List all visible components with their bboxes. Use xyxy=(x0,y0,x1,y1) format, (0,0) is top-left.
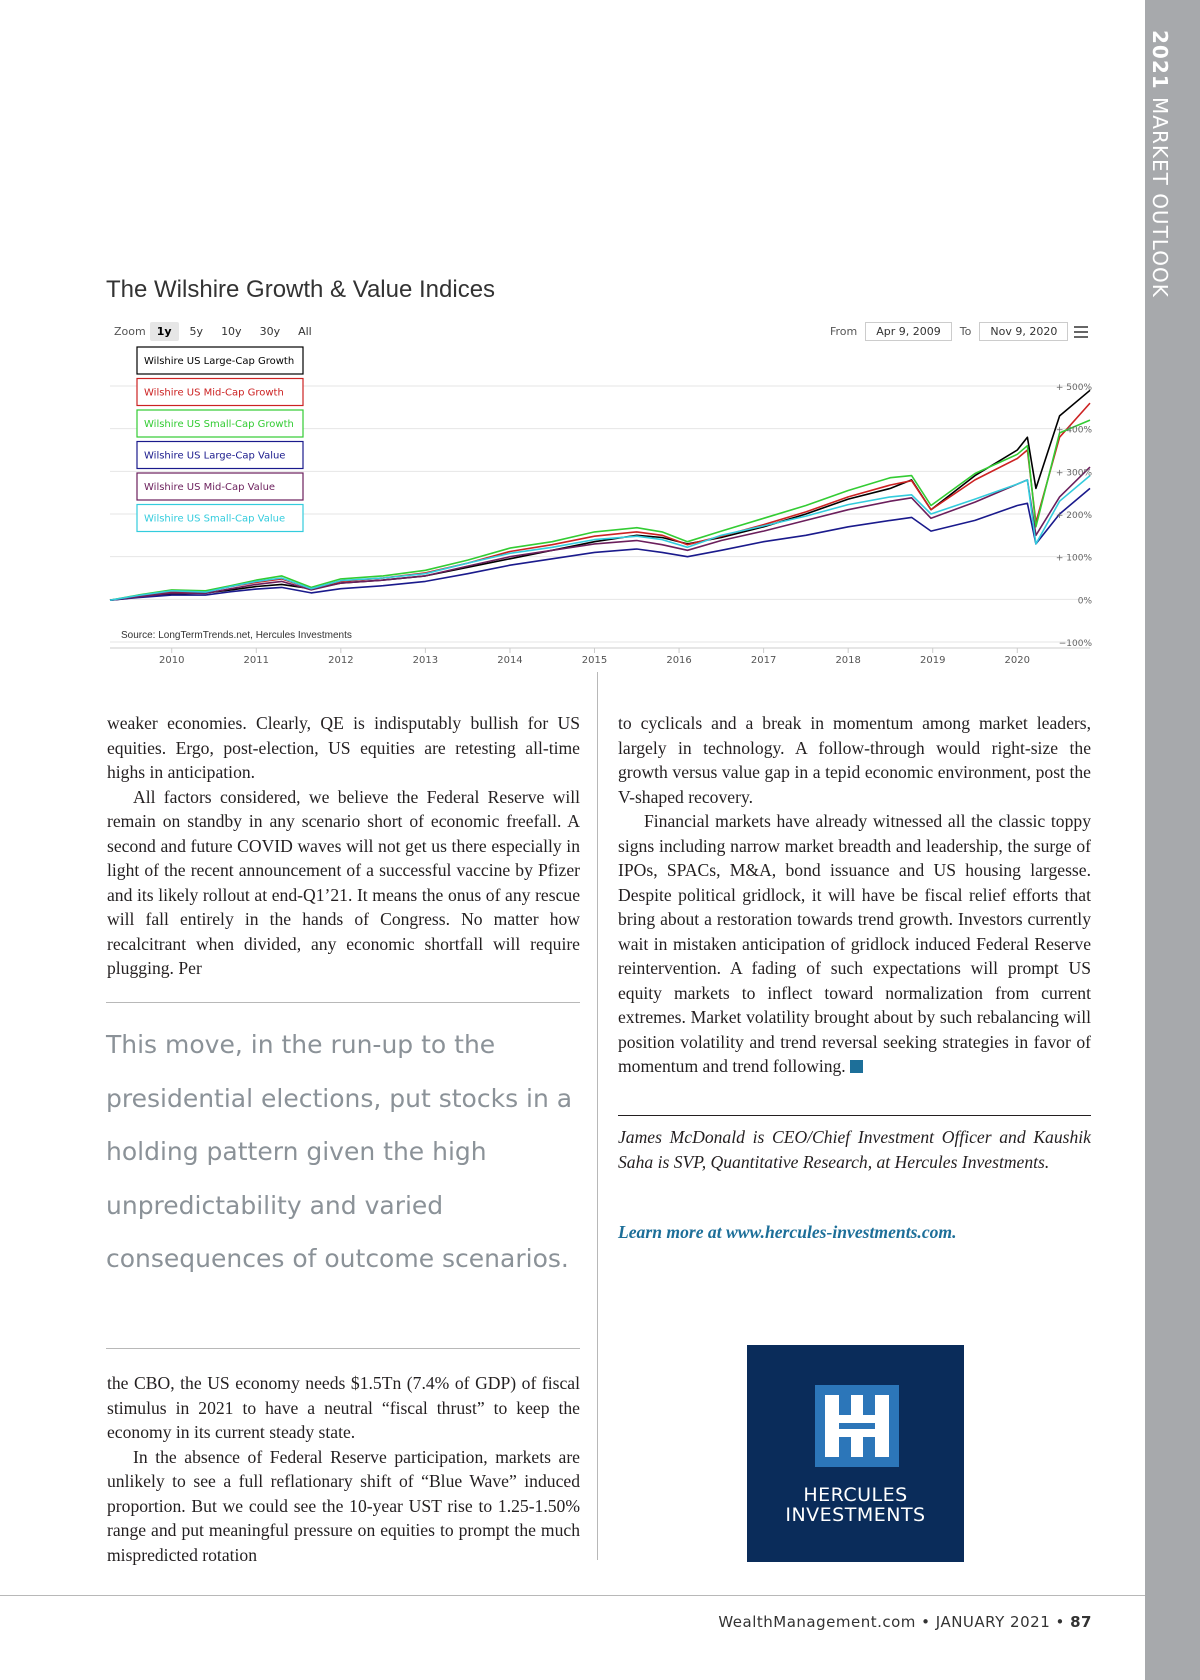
zoom-5y-button[interactable]: 5y xyxy=(189,325,204,338)
y-tick-label: + 500% xyxy=(1055,383,1092,393)
y-tick-label: + 200% xyxy=(1055,511,1092,521)
left-column-top xyxy=(107,711,580,981)
y-tick-label: + 300% xyxy=(1055,468,1092,479)
y-tick-label: −100% xyxy=(1058,639,1092,649)
paragraph: the CBO, the US economy needs $1.5Tn (7.4% of GDP) of fiscal stimulus in 2021 to have a neutral “fiscal thrust” to keep the economy in its current steady state. xyxy=(107,1373,580,1442)
left-column-bottom xyxy=(107,1371,580,1567)
paragraph: weaker economies. Clearly, QE is indisputably bullish for US equities. Ergo, post-election, US equities are retesting all-time highs in anticipation. xyxy=(107,713,580,782)
zoom-30y-button[interactable]: 30y xyxy=(259,325,281,338)
y-tick-label: + 400% xyxy=(1055,425,1092,436)
paragraph: to cyclicals and a break in momentum among market leaders, largely in technology. A follow-through would right-size the growth versus value gap in a tepid economic environment, post the V-shaped recovery. xyxy=(618,713,1091,807)
y-tick-label: + 100% xyxy=(1055,553,1092,564)
logo-wordmark xyxy=(747,1485,964,1525)
hercules-h-mark-icon xyxy=(815,1385,899,1467)
right-column xyxy=(618,711,1091,1079)
pull-quote: This move, in the run-up to the presidential elections, put stocks in a holding pattern given the high unpredictability and varied consequences of outcome scenarios. xyxy=(106,1030,573,1273)
x-tick-label: 2013 xyxy=(412,655,439,666)
x-tick-labels xyxy=(159,648,1030,666)
legend-item: Wilshire US Mid-Cap Value xyxy=(144,482,276,493)
index-chart xyxy=(100,345,1100,675)
column-divider xyxy=(597,672,598,1560)
learn-more-link[interactable]: Learn more at www.hercules-investments.com. xyxy=(618,1222,957,1242)
bio-rule xyxy=(618,1115,1091,1116)
date-range xyxy=(830,322,1068,341)
section-year: 2021 xyxy=(1148,30,1172,90)
footer-issue: JANUARY 2021 xyxy=(935,1613,1051,1631)
legend-item: Wilshire US Small-Cap Growth xyxy=(144,419,294,430)
page-number: 87 xyxy=(1070,1613,1092,1631)
pull-quote-top-rule xyxy=(106,1002,580,1003)
end-mark-icon xyxy=(850,1060,863,1073)
x-tick-label: 2020 xyxy=(1004,655,1031,666)
section-name: MARKET OUTLOOK xyxy=(1148,97,1172,298)
x-tick-label: 2019 xyxy=(919,655,946,666)
x-tick-label: 2017 xyxy=(750,655,777,666)
paragraph-text: Financial markets have already witnessed all the classic toppy signs including narrow market breadth and leadership, the surge of IPOs, SPACs, M&A, bond issuance and US housing largesse. Despite political gridlock, it will have be fiscal relief efforts that bring about a restoration towards trend growth. Investors currently wait in mistaken anticipation of gridlock induced Federal Reserve reintervention. A fading of such expectations will prompt US equity markets to inflect toward normalization from current extremes. Market volatility brought about by such rebalancing will position volatility and trend reversal seeking strategies in favor of momentum and trend following. xyxy=(618,811,1091,1076)
page-footer: WealthManagement.com • JANUARY 2021 • 87 xyxy=(718,1613,1092,1631)
legend-item: Wilshire US Large-Cap Value xyxy=(144,450,286,462)
hercules-logo xyxy=(747,1345,964,1562)
footer-site: WealthManagement.com xyxy=(718,1613,916,1631)
paragraph: All factors considered, we believe the Federal Reserve will remain on standby in any scenario short of economic freefall. A second and future COVID waves will not get us there especially in light of the recent announcement of a successful vaccine by Pfizer and its likely rollout at end-Q1’21. It means the onus of any rescue will fall entirely in the hands of Congress. No matter how recalcitrant when divided, any economic shortfall will require plugging. Per xyxy=(107,786,580,978)
zoom-10y-button[interactable]: 10y xyxy=(221,325,242,338)
zoom-all-button[interactable]: All xyxy=(298,325,312,338)
zoom-label: Zoom xyxy=(114,325,146,338)
chart-legend xyxy=(137,347,303,532)
legend-item: Wilshire US Large-Cap Growth xyxy=(144,356,295,367)
x-tick-label: 2010 xyxy=(158,655,185,666)
legend-item: Wilshire US Mid-Cap Growth xyxy=(144,387,284,399)
hamburger-menu-icon[interactable] xyxy=(1074,326,1088,341)
from-date-input[interactable]: Apr 9, 2009 xyxy=(865,322,952,341)
pull-quote-bottom-rule xyxy=(106,1348,580,1349)
x-tick-label: 2014 xyxy=(497,655,523,666)
x-tick-label: 2018 xyxy=(835,655,861,666)
x-tick-label: 2016 xyxy=(666,655,692,666)
paragraph: In the absence of Federal Reserve participation, markets are unlikely to see a full reflationary shift of “Blue Wave” induced proportion. But we could see the 10-year UST rise to 1.25-1.50% range and put meaningful pressure on equities to prompt the much mispredicted rotation xyxy=(107,1446,580,1565)
author-bio: James McDonald is CEO/Chief Investment Officer and Kaushik Saha is SVP, Quantitative Research, at Hercules Investments. xyxy=(618,1127,1091,1172)
chart-title: The Wilshire Growth & Value Indices xyxy=(106,276,496,303)
section-label xyxy=(1148,30,1172,298)
y-tick-label: 0% xyxy=(1077,596,1092,607)
y-tick-labels xyxy=(1056,383,1093,649)
x-tick-label: 2015 xyxy=(581,655,608,666)
from-label: From xyxy=(830,325,858,338)
zoom-1y-button[interactable]: 1y xyxy=(150,322,179,341)
logo-line-2: INVESTMENTS xyxy=(785,1504,926,1526)
paragraph xyxy=(618,809,1091,1079)
zoom-bar xyxy=(114,322,319,341)
footer-rule xyxy=(0,1595,1145,1596)
logo-line-1: HERCULES xyxy=(803,1484,908,1506)
x-tick-label: 2011 xyxy=(243,655,270,666)
legend-item: Wilshire US Small-Cap Value xyxy=(144,513,286,525)
to-date-input[interactable]: Nov 9, 2020 xyxy=(979,322,1068,341)
to-label: To xyxy=(959,325,972,338)
chart-source: Source: LongTermTrends.net, Hercules Investments xyxy=(121,630,352,641)
x-tick-label: 2012 xyxy=(328,655,354,666)
